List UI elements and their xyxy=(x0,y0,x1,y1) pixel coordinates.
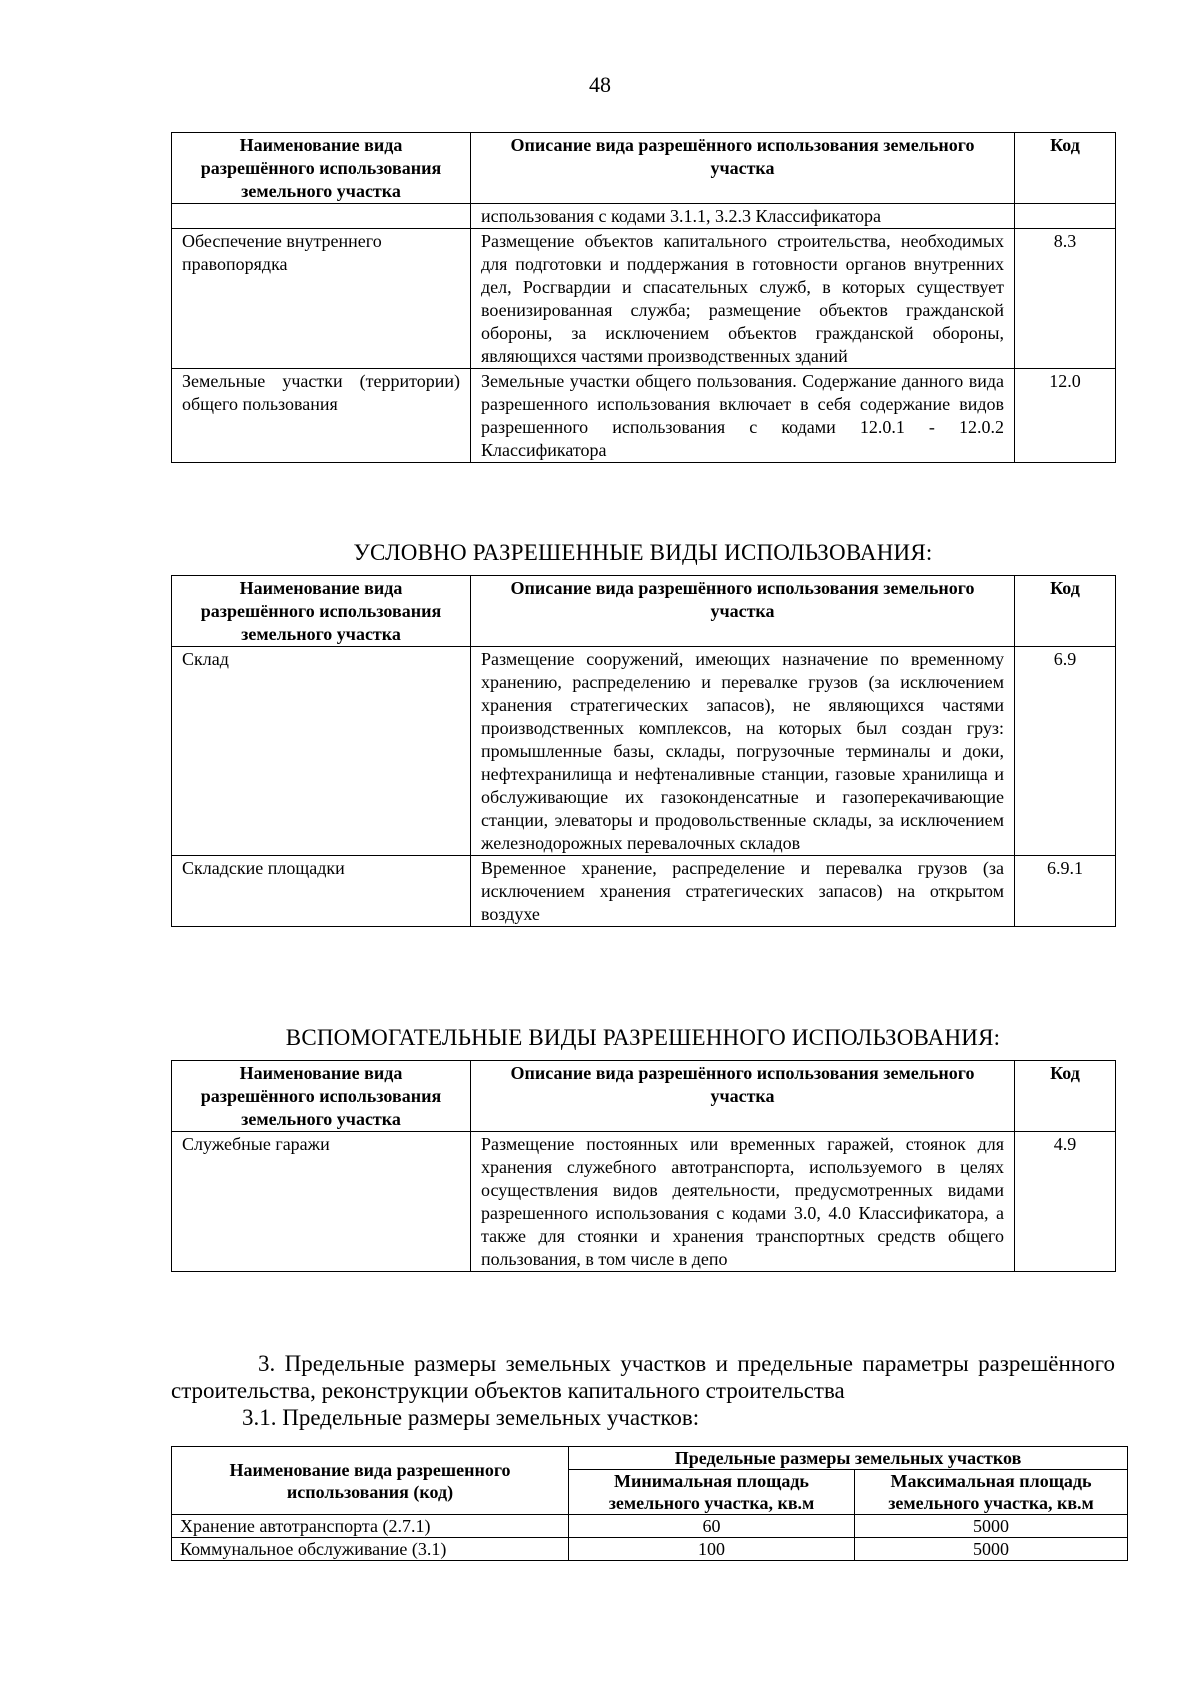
paragraph-3: 3. Предельные размеры земельных участков и предельные параметры разрешённого строительства, реконструкции объектов капитального строительства xyxy=(171,1351,1115,1403)
row-name: Служебные гаражи xyxy=(172,1132,471,1272)
row-description: Размещение сооружений, имеющих назначение по временному хранению, распределению и перевалке грузов (за исключением хранения стратегических запасов), не являющихся частями производственных комплексов, на которых был создан груз: промышленные базы, склады, погрузочные терминалы и доки, нефтехранилища и нефтеналивные станции, газовые хранилища и обслуживающие их газоконденсатные и газоперекачивающие станции, элеваторы и продовольственные склады, за исключением железнодорожных перевалочных складов xyxy=(471,647,1015,856)
row-use-name: Коммунальное обслуживание (3.1) xyxy=(172,1538,569,1561)
limits-paragraphs xyxy=(171,1350,1115,1431)
row-name: Складские площадки xyxy=(172,856,471,927)
row-name: Склад xyxy=(172,647,471,856)
header-name: Наименование вида разрешённого использования земельного участка xyxy=(172,1061,471,1132)
table-header-row xyxy=(172,1447,1128,1470)
table-row xyxy=(172,229,1116,369)
section-heading-conditional: УСЛОВНО РАЗРЕШЕННЫЕ ВИДЫ ИСПОЛЬЗОВАНИЯ: xyxy=(353,540,933,565)
header-code: Код xyxy=(1015,576,1116,647)
header-code: Код xyxy=(1015,1061,1116,1132)
table-row xyxy=(172,204,1116,229)
header-size-group: Предельные размеры земельных участков xyxy=(569,1447,1128,1470)
table-row xyxy=(172,856,1116,927)
row-code xyxy=(1015,204,1116,229)
paragraph-3-1: 3.1. Предельные размеры земельных участков: xyxy=(242,1405,700,1430)
row-min-area: 100 xyxy=(569,1538,855,1561)
header-max-area: Максимальная площадь земельного участка, кв.м xyxy=(855,1470,1128,1515)
table-header-row xyxy=(172,133,1116,204)
table-row xyxy=(172,1515,1128,1538)
page-number: 48 xyxy=(589,72,611,97)
row-description: Временное хранение, распределение и перевалка грузов (за исключением хранения стратегических запасов) на открытом воздухе xyxy=(471,856,1015,927)
row-description: использования с кодами 3.1.1, 3.2.3 Классификатора xyxy=(471,204,1015,229)
auxiliary-uses-table xyxy=(171,1060,1116,1272)
header-description: Описание вида разрешённого использования земельного участка xyxy=(471,1061,1015,1132)
header-code: Код xyxy=(1015,133,1116,204)
table-row xyxy=(172,1538,1128,1561)
row-description: Размещение постоянных или временных гаражей, стоянок для хранения служебного автотранспорта, используемого в целях осуществления видов деятельности, предусмотренных видами разрешенного использования с кодами 3.0, 4.0 Классификатора, а также для стоянки и хранения транспортных средств общего пользования, в том числе в депо xyxy=(471,1132,1015,1272)
row-name: Земельные участки (территории) общего пользования xyxy=(172,369,471,463)
header-description: Описание вида разрешённого использования земельного участка xyxy=(471,576,1015,647)
row-code: 6.9 xyxy=(1015,647,1116,856)
row-code: 6.9.1 xyxy=(1015,856,1116,927)
header-use-name: Наименование вида разрешенного использования (код) xyxy=(172,1447,569,1515)
table-row xyxy=(172,369,1116,463)
table-header-row xyxy=(172,1061,1116,1132)
permitted-uses-table xyxy=(171,132,1116,463)
header-min-area: Минимальная площадь земельного участка, кв.м xyxy=(569,1470,855,1515)
table-row xyxy=(172,1132,1116,1272)
table-header-row xyxy=(172,576,1116,647)
conditional-uses-table xyxy=(171,575,1116,927)
row-code: 4.9 xyxy=(1015,1132,1116,1272)
row-max-area: 5000 xyxy=(855,1538,1128,1561)
section-heading-auxiliary: ВСПОМОГАТЕЛЬНЫЕ ВИДЫ РАЗРЕШЕННОГО ИСПОЛЬЗОВАНИЯ: xyxy=(285,1025,1001,1050)
row-min-area: 60 xyxy=(569,1515,855,1538)
header-description: Описание вида разрешённого использования земельного участка xyxy=(471,133,1015,204)
plot-sizes-table xyxy=(171,1446,1128,1561)
row-code: 8.3 xyxy=(1015,229,1116,369)
header-name: Наименование вида разрешённого использования земельного участка xyxy=(172,133,471,204)
row-max-area: 5000 xyxy=(855,1515,1128,1538)
row-name: Обеспечение внутреннего правопорядка xyxy=(172,229,471,369)
row-description: Размещение объектов капитального строительства, необходимых для подготовки и поддержания в готовности органов внутренних дел, Росгвардии и спасательных служб, в которых существует военизированная служба; размещение объектов гражданской обороны, за исключением объектов гражданской обороны, являющихся частями производственных зданий xyxy=(471,229,1015,369)
row-name xyxy=(172,204,471,229)
table-row xyxy=(172,647,1116,856)
row-use-name: Хранение автотранспорта (2.7.1) xyxy=(172,1515,569,1538)
row-code: 12.0 xyxy=(1015,369,1116,463)
row-description: Земельные участки общего пользования. Содержание данного вида разрешенного использования включает в себя содержание видов разрешенного использования с кодами 12.0.1 - 12.0.2 Классификатора xyxy=(471,369,1015,463)
header-name: Наименование вида разрешённого использования земельного участка xyxy=(172,576,471,647)
